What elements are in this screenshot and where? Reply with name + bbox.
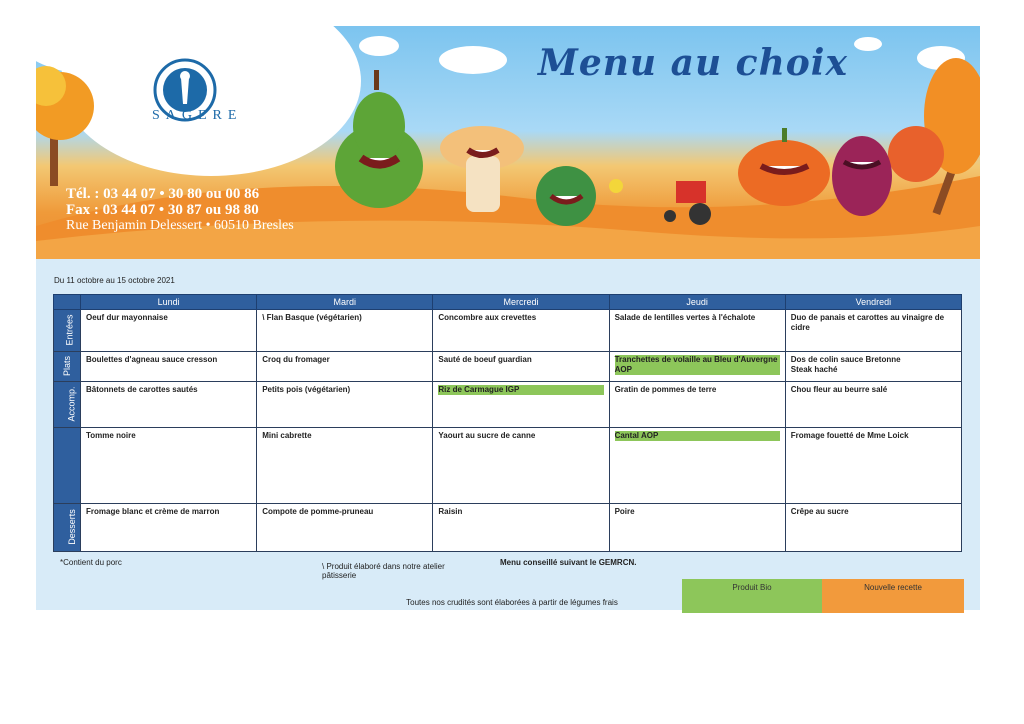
pastry-icon: \ xyxy=(322,562,327,571)
page-title: Menu au choix xyxy=(538,42,848,84)
contact-info xyxy=(66,186,294,234)
fax-line: Fax : 03 44 07 • 30 87 ou 98 80 xyxy=(66,202,259,218)
menu-cell: Gratin de pommes de terre xyxy=(609,382,785,428)
menu-cell: Fromage blanc et crème de marron xyxy=(81,504,257,552)
row-label: Entrées xyxy=(54,310,81,352)
menu-cell: Mini cabrette xyxy=(257,428,433,504)
menu-cell: Raisin xyxy=(433,504,609,552)
menu-cell: Bâtonnets de carottes sautés xyxy=(81,382,257,428)
row-produits-laitiers xyxy=(54,428,962,504)
menu-cell: Tomme noire xyxy=(81,428,257,504)
menu-cell xyxy=(609,428,785,504)
day-header: Jeudi xyxy=(609,295,785,310)
logo-name: SAGERE xyxy=(152,108,243,123)
menu-cell: \ Flan Basque (végétarien) xyxy=(257,310,433,352)
menu-cell: Yaourt au sucre de canne xyxy=(433,428,609,504)
menu-cell: Chou fleur au beurre salé xyxy=(785,382,961,428)
menu-cell: Oeuf dur mayonnaise xyxy=(81,310,257,352)
legend-new-recipe: Nouvelle recette xyxy=(822,579,964,613)
day-header: Lundi xyxy=(81,295,257,310)
menu-cell: Petits pois (végétarien) xyxy=(257,382,433,428)
menu-cell: Concombre aux crevettes xyxy=(433,310,609,352)
row-label: Plats xyxy=(54,352,81,382)
row-plats xyxy=(54,352,962,382)
corner-cell xyxy=(54,295,81,310)
menu-table xyxy=(53,294,962,552)
day-header-row xyxy=(54,295,962,310)
pork-note: *Contient du porc xyxy=(60,558,122,567)
menu-cell: Boulettes d'agneau sauce cresson xyxy=(81,352,257,382)
menu-cell xyxy=(609,352,785,382)
menu-cell: Poire xyxy=(609,504,785,552)
row-label: Accomp. xyxy=(54,382,81,428)
day-header: Mercredi xyxy=(433,295,609,310)
menu-cell: Crêpe au sucre xyxy=(785,504,961,552)
address-line: Rue Benjamin Delessert • 60510 Bresles xyxy=(66,218,294,233)
menu-cell: Dos de colin sauce Bretonne Steak haché xyxy=(785,352,961,382)
menu-cell: Croq du fromager xyxy=(257,352,433,382)
pastry-icon: \ xyxy=(262,313,267,322)
date-range: Du 11 octobre au 15 octobre 2021 xyxy=(54,276,175,285)
row-desserts xyxy=(54,504,962,552)
bio-highlight: Cantal AOP xyxy=(615,431,780,441)
menu-cell: Compote de pomme-pruneau xyxy=(257,504,433,552)
footer-note: Toutes nos crudités sont élaborées à partir de légumes frais xyxy=(406,598,618,607)
pastry-note: \ Produit élaboré dans notre atelier pâtisserie xyxy=(322,562,445,580)
row-label: Produits laitiers xyxy=(54,428,81,504)
gemrcn-note: Menu conseillé suivant le GEMRCN. xyxy=(500,558,637,567)
legend-bio: Produit Bio xyxy=(682,579,822,613)
menu-cell: Duo de panais et carottes au vinaigre de cidre xyxy=(785,310,961,352)
row-label: Desserts xyxy=(54,504,81,552)
header-banner xyxy=(36,26,980,259)
row-entrees xyxy=(54,310,962,352)
day-header: Vendredi xyxy=(785,295,961,310)
menu-cell xyxy=(433,382,609,428)
phone-line: Tél. : 03 44 07 • 30 80 ou 00 86 xyxy=(66,186,260,202)
row-accomp xyxy=(54,382,962,428)
bio-highlight: Tranchettes de volaille au Bleu d'Auvergne AOP xyxy=(615,355,780,375)
menu-cell: Sauté de boeuf guardian xyxy=(433,352,609,382)
menu-cell: Salade de lentilles vertes à l'échalote xyxy=(609,310,785,352)
bio-highlight: Riz de Carmague IGP xyxy=(438,385,603,395)
day-header: Mardi xyxy=(257,295,433,310)
menu-cell: Fromage fouetté de Mme Loick xyxy=(785,428,961,504)
